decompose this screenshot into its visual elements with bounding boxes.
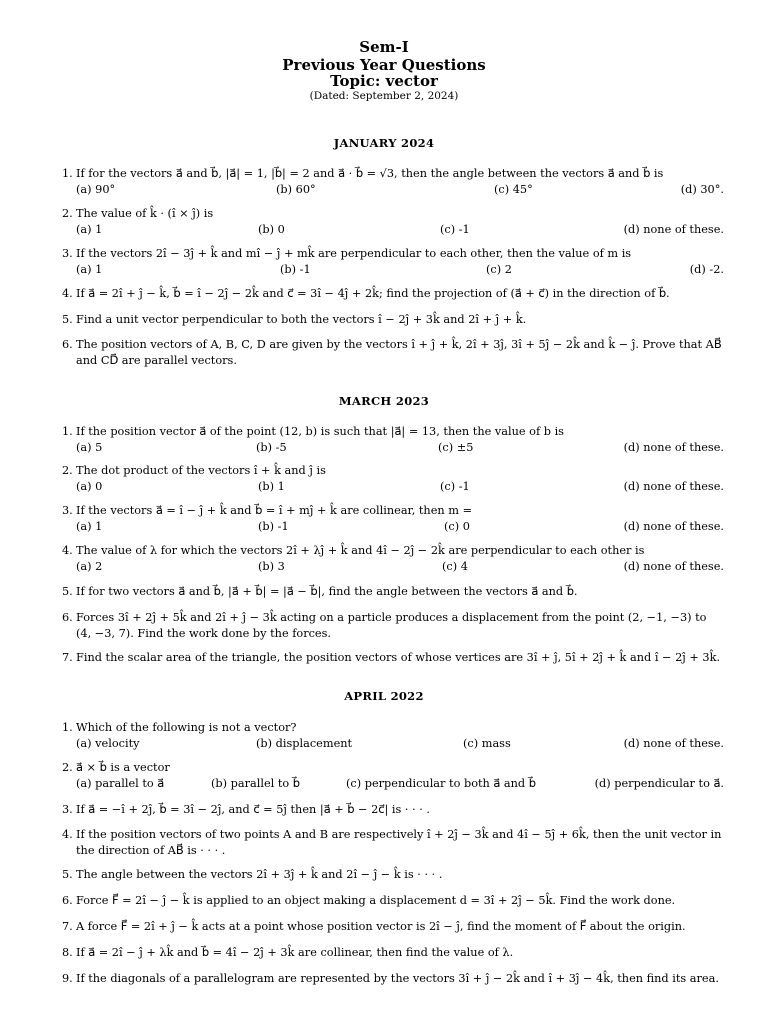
option-b: (b) 0 <box>258 223 285 236</box>
question-mar2023-7 <box>62 650 724 666</box>
question-jan2024-5 <box>62 312 724 328</box>
option-b: (b) 1 <box>258 480 285 493</box>
options-row <box>76 262 724 278</box>
section-title-jan2024: JANUARY 2024 <box>333 136 435 150</box>
option-c: (c) perpendicular to both a⃗ and b⃗ <box>346 777 536 790</box>
question-text: If a⃗ = 2î − ĵ + λk̂ and b⃗ = 4î − 2ĵ + 3k̂ are collinear, then find the value of λ. <box>76 946 514 959</box>
question-apr2022-5 <box>62 867 724 883</box>
section-title-mar2023: MARCH 2023 <box>338 394 430 408</box>
option-b: (b) -1 <box>258 520 289 533</box>
option-d: (d) 30°. <box>680 183 724 196</box>
option-d: (d) -2. <box>689 263 724 276</box>
question-number: 5. <box>62 313 73 326</box>
question-text: The value of λ for which the vectors 2î + λĵ + k̂ and 4î − 2ĵ − 2k̂ are perpendicular to each other is <box>76 544 645 557</box>
question-apr2022-9 <box>62 971 724 987</box>
question-text: If the position vectors of two points A and B are respectively î + 2ĵ − 3k̂ and 4î − 5ĵ + 6k̂, then the unit vector in the direction of AB⃗ is · · · . <box>76 828 722 857</box>
option-d: (d) perpendicular to a⃗. <box>594 777 724 790</box>
question-apr2022-7 <box>62 919 724 935</box>
options-row <box>76 479 724 495</box>
option-a: (a) parallel to a⃗ <box>76 777 165 790</box>
question-number: 4. <box>62 828 73 841</box>
option-d: (d) none of these. <box>623 737 724 750</box>
question-text: If a⃗ = 2î + ĵ − k̂, b⃗ = î − 2ĵ − 2k̂ and c⃗ = 3î − 4ĵ + 2k̂; find the projection of (a⃗ + c⃗) in the direction of b⃗. <box>76 287 670 300</box>
question-number: 9. <box>62 972 73 985</box>
question-number: 7. <box>62 920 73 933</box>
question-number: 3. <box>62 504 73 517</box>
question-jan2024-4 <box>62 286 724 302</box>
question-number: 7. <box>62 651 73 664</box>
doc-title: Previous Year Questions <box>282 56 486 74</box>
question-mar2023-1 <box>62 424 724 456</box>
options-row <box>76 222 724 238</box>
option-a: (a) 1 <box>76 263 103 276</box>
question-number: 6. <box>62 894 73 907</box>
question-text: The value of k̂ · (î × ĵ) is <box>76 207 214 220</box>
option-d: (d) none of these. <box>623 223 724 236</box>
question-text: The dot product of the vectors î + k̂ and ĵ is <box>76 464 326 477</box>
question-number: 5. <box>62 585 73 598</box>
question-text: Find a unit vector perpendicular to both the vectors î − 2ĵ + 3k̂ and 2î + ĵ + k̂. <box>76 313 527 326</box>
question-number: 4. <box>62 544 73 557</box>
option-d: (d) none of these. <box>623 560 724 573</box>
options-row <box>76 519 724 535</box>
doc-date: (Dated: September 2, 2024) <box>309 90 459 102</box>
options-row <box>76 559 724 575</box>
question-apr2022-1 <box>62 720 724 752</box>
question-number: 5. <box>62 868 73 881</box>
question-text: If a⃗ = −î + 2ĵ, b⃗ = 3î − 2ĵ, and c⃗ = 5ĵ then |a⃗ + b⃗ − 2c⃗| is · · · . <box>76 803 431 816</box>
question-apr2022-3 <box>62 802 724 818</box>
option-b: (b) parallel to b⃗ <box>211 777 300 790</box>
option-a: (a) 2 <box>76 560 103 573</box>
question-number: 6. <box>62 338 73 351</box>
question-text: Forces 3î + 2ĵ + 5k̂ and 2î + ĵ − 3k̂ acting on a particle produces a displacement from the point (2, −1, −3) to (4, −3, 7). Find the work done by the forces. <box>76 611 707 640</box>
question-jan2024-3 <box>62 246 724 278</box>
option-c: (c) -1 <box>440 223 470 236</box>
option-b: (b) 60° <box>276 183 316 196</box>
question-number: 1. <box>62 721 73 734</box>
option-a: (a) 5 <box>76 441 103 454</box>
option-a: (a) 1 <box>76 520 103 533</box>
section-title-apr2022: APRIL 2022 <box>344 689 424 703</box>
question-text: Which of the following is not a vector? <box>76 721 297 734</box>
question-text: A force F⃗ = 2î + ĵ − k̂ acts at a point whose position vector is 2î − ĵ, find the moment of F⃗ about the origin. <box>76 920 686 933</box>
question-mar2023-4 <box>62 543 724 575</box>
option-b: (b) 3 <box>258 560 285 573</box>
question-text: If for the vectors a⃗ and b⃗, |a⃗| = 1, |b⃗| = 2 and a⃗ · b⃗ = √3, then the angle between the vectors a⃗ and b⃗ is <box>76 167 664 180</box>
question-apr2022-4 <box>62 827 724 859</box>
option-d: (d) none of these. <box>623 520 724 533</box>
question-apr2022-2 <box>62 760 724 792</box>
doc-title-sem: Sem-I <box>359 38 409 56</box>
options-row <box>76 440 724 456</box>
option-c: (c) -1 <box>440 480 470 493</box>
question-jan2024-6 <box>62 337 724 369</box>
option-a: (a) 1 <box>76 223 103 236</box>
question-text: If the position vector a⃗ of the point (12, b) is such that |a⃗| = 13, then the value of b is <box>76 425 564 438</box>
question-number: 8. <box>62 946 73 959</box>
question-text: If the diagonals of a parallelogram are represented by the vectors 3î + ĵ − 2k̂ and î + 3ĵ − 4k̂, then find its area. <box>76 972 719 985</box>
doc-topic: Topic: vector <box>330 72 438 90</box>
question-apr2022-6 <box>62 893 724 909</box>
question-text: If for two vectors a⃗ and b⃗, |a⃗ + b⃗| = |a⃗ − b⃗|, find the angle between the vectors a⃗ and b⃗. <box>76 585 578 598</box>
question-jan2024-1 <box>62 166 724 198</box>
question-text: The position vectors of A, B, C, D are given by the vectors î + ĵ + k̂, 2î + 3ĵ, 3î + 5ĵ − 2k̂ and k̂ − ĵ. Prove that AB⃗ and CD⃗ are parallel vectors. <box>76 338 722 367</box>
question-number: 2. <box>62 207 73 220</box>
question-number: 1. <box>62 425 73 438</box>
option-a: (a) 90° <box>76 183 116 196</box>
question-mar2023-6 <box>62 610 724 642</box>
option-a: (a) velocity <box>76 737 140 750</box>
question-apr2022-8 <box>62 945 724 961</box>
options-row <box>76 182 724 198</box>
question-number: 1. <box>62 167 73 180</box>
option-c: (c) ±5 <box>438 441 474 454</box>
options-row <box>76 736 724 752</box>
option-d: (d) none of these. <box>623 480 724 493</box>
question-mar2023-2 <box>62 463 724 495</box>
option-b: (b) -5 <box>256 441 287 454</box>
question-text: Find the scalar area of the triangle, the position vectors of whose vertices are 3î + ĵ, 5î + 2ĵ + k̂ and î − 2ĵ + 3k̂. <box>76 651 721 664</box>
options-row <box>76 776 724 792</box>
option-c: (c) mass <box>463 737 511 750</box>
question-text: a⃗ × b⃗ is a vector <box>76 761 170 774</box>
question-number: 3. <box>62 247 73 260</box>
question-number: 4. <box>62 287 73 300</box>
question-text: If the vectors a⃗ = î − ĵ + k̂ and b⃗ = î + mĵ + k̂ are collinear, then m = <box>76 504 473 517</box>
question-number: 2. <box>62 464 73 477</box>
question-text: If the vectors 2î − 3ĵ + k̂ and mî − ĵ + mk̂ are perpendicular to each other, then the value of m is <box>76 247 632 260</box>
option-c: (c) 0 <box>444 520 470 533</box>
question-number: 2. <box>62 761 73 774</box>
option-b: (b) -1 <box>280 263 311 276</box>
option-c: (c) 2 <box>486 263 512 276</box>
option-c: (c) 45° <box>494 183 533 196</box>
question-number: 6. <box>62 611 73 624</box>
question-text: The angle between the vectors 2î + 3ĵ + k̂ and 2î − ĵ − k̂ is · · · . <box>76 868 443 881</box>
question-text: Force F⃗ = 2î − ĵ − k̂ is applied to an object making a displacement d = 3î + 2ĵ − 5k̂. Find the work done. <box>76 894 676 907</box>
question-mar2023-3 <box>62 503 724 535</box>
question-number: 3. <box>62 803 73 816</box>
option-c: (c) 4 <box>442 560 468 573</box>
option-b: (b) displacement <box>256 737 353 750</box>
question-mar2023-5 <box>62 584 724 600</box>
question-jan2024-2 <box>62 206 724 238</box>
option-a: (a) 0 <box>76 480 103 493</box>
option-d: (d) none of these. <box>623 441 724 454</box>
